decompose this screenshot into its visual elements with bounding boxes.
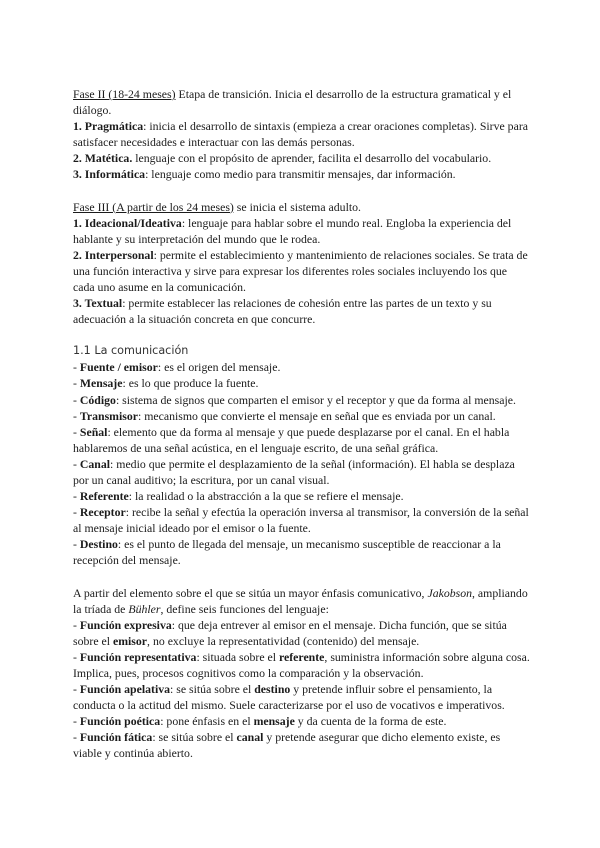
fase2-item — [73, 150, 531, 166]
function-item: - Función fática: se sitúa sobre el canal y pretende asegurar que dicho elemento existe, es viable y continúa abierto. — [73, 730, 501, 761]
element-text: : la realidad o la abstracción a la que se refiere el mensaje. — [128, 489, 404, 504]
element-text: : es lo que produce la fuente. — [122, 376, 259, 391]
intro-text: , define seis funciones del lenguaje: — [160, 601, 329, 616]
fase3-item — [73, 295, 531, 327]
element-item: - Señal: elemento que da forma al mensaje y que puede desplazarse por el canal. En el habla hablaremos de una señal acústica, en el lenguaje escrito, de una señal gráfica. — [73, 424, 510, 455]
function-text: : que deja entrever al emisor en el mensaje. Dicha función, que se sitúa sobre el — [73, 617, 507, 648]
function-item: - Función apelativa: se sitúa sobre el destino y pretende influir sobre el pensamiento, la conducta o la actitud del mismo. Suele caracterizarse por el uso de vocativos e imperativos. — [73, 682, 505, 713]
function-term: Función representativa — [79, 649, 197, 664]
element-item: - Código: sistema de signos que comparten el emisor y el receptor y que da forma al mensaje. — [73, 392, 516, 407]
item-number: 2. — [73, 247, 85, 262]
function-item: - Función expresiva: que deja entrever al emisor en el mensaje. Dicha función, que se sitúa sobre el emisor, no excluye la representatividad (contenido) del mensaje. — [73, 617, 507, 648]
element-term: Receptor — [79, 505, 126, 520]
function-text: y pretende asegurar que dicho elemento existe, es viable y continúa abierto. — [73, 730, 501, 761]
element-term: Referente — [79, 489, 129, 504]
element-item: - Canal: medio que permite el desplazamiento de la señal (información). El habla se desplaza por un canal auditivo; la escritura, por un canal visual. — [73, 456, 515, 487]
element-text: : sistema de signos que comparten el emisor y el receptor y que da forma al mensaje. — [115, 392, 516, 407]
element-text: : elemento que da forma al mensaje y que puede desplazarse por el canal. En el habla hablaremos de una señal acústica, en el lenguaje escrito, de una señal gráfica. — [73, 424, 510, 455]
element-text: : es el origen del mensaje. — [157, 360, 281, 375]
function-term: Función expresiva — [79, 617, 172, 632]
author-buhler: Bühler — [128, 601, 161, 616]
fase2-paragraph — [73, 86, 531, 118]
jakobson-intro — [73, 585, 531, 617]
item-text: : inicia el desarrollo de sintaxis (empieza a crear oraciones completas). Sirve para satisfacer necesidades e interactuar con las demás personas. — [73, 119, 528, 150]
element-item: - Receptor: recibe la señal y efectúa la operación inversa al transmisor, la conversión de la señal al mensaje inicial ideado por el emisor o la fuente. — [73, 505, 529, 536]
intro-text: A partir del elemento sobre el que se sitúa un mayor énfasis comunicativo, — [73, 585, 428, 600]
spacer — [73, 327, 531, 343]
function-keyword: canal — [236, 730, 264, 745]
element-text: : medio que permite el desplazamiento de la señal (información). El habla se desplaza por un canal auditivo; la escritura, por un canal visual. — [73, 456, 515, 487]
item-number: 3. — [73, 296, 85, 311]
fase2-title: Fase II (18-24 meses) — [73, 87, 176, 101]
item-text: : permite el establecimiento y mantenimiento de relaciones sociales. Se trata de una función interactiva y sirve para expresar los diferentes roles sociales incluyendo los que cada uno asume en la comunicación. — [73, 247, 528, 295]
element-item: - Transmisor: mecanismo que convierte el mensaje en señal que es enviada por un canal. — [73, 408, 496, 423]
element-item: - Mensaje: es lo que produce la fuente. — [73, 376, 259, 391]
item-text: lenguaje con el propósito de aprender, facilita el desarrollo del vocabulario. — [132, 151, 492, 166]
function-text: , suministra información sobre alguna cosa. Implica, pues, procesos cognitivos como la comparación y la observación. — [73, 649, 530, 680]
author-jakobson: Jakobson — [427, 585, 473, 600]
item-term: Pragmática — [84, 119, 144, 134]
element-text: : mecanismo que convierte el mensaje en señal que es enviada por un canal. — [138, 408, 496, 423]
fase3-text: se inicia el sistema adulto. — [233, 199, 361, 214]
function-text: : se sitúa sobre el — [152, 730, 237, 745]
element-term: Fuente / emisor — [79, 360, 158, 375]
intro-text: , ampliando la tríada de — [73, 585, 528, 616]
item-term: Ideacional/Ideativa — [84, 215, 182, 230]
element-text: : es el punto de llegada del mensaje, un mecanismo susceptible de reaccionar a la recepción del mensaje. — [73, 537, 501, 568]
element-text: : recibe la señal y efectúa la operación inversa al transmisor, la conversión de la señal al mensaje inicial ideado por el emisor o la fuente. — [73, 505, 529, 536]
function-keyword: emisor — [112, 633, 148, 648]
fase2-text: Etapa de transición. Inicia el desarrollo de la estructura gramatical y el diálogo. — [73, 87, 512, 118]
item-number: 1. — [73, 215, 85, 230]
element-term: Señal — [79, 424, 108, 439]
document-body — [73, 86, 531, 762]
function-keyword: referente — [279, 649, 325, 664]
spacer — [73, 569, 531, 585]
item-term: Textual — [84, 296, 123, 311]
element-item: - Destino: es el punto de llegada del mensaje, un mecanismo susceptible de reaccionar a la recepción del mensaje. — [73, 537, 501, 568]
spacer — [73, 183, 531, 199]
function-keyword: mensaje — [253, 714, 295, 729]
function-term: Función poética — [79, 714, 161, 729]
item-number: 1. — [73, 119, 85, 134]
element-term: Código — [79, 392, 116, 407]
fase3-item — [73, 215, 531, 247]
fase2-item — [73, 166, 531, 182]
item-term: Interpersonal — [84, 247, 154, 262]
item-number: 3. — [73, 167, 85, 182]
fase3-paragraph — [73, 199, 531, 215]
element-item: - Fuente / emisor: es el origen del mensaje. — [73, 360, 281, 375]
fase3-item — [73, 247, 531, 295]
section-heading: 1.1 La comunicación — [73, 344, 189, 358]
function-text: : se sitúa sobre el — [170, 682, 255, 697]
function-item: - Función poética: pone énfasis en el mensaje y da cuenta de la forma de este. — [73, 714, 447, 729]
element-term: Transmisor — [79, 408, 138, 423]
function-text: : pone énfasis en el — [160, 714, 254, 729]
function-text: , no excluye la representatividad (contenido) del mensaje. — [147, 633, 420, 648]
function-term: Función apelativa — [79, 682, 171, 697]
function-text: y da cuenta de la forma de este. — [294, 714, 447, 729]
element-term: Destino — [79, 537, 118, 552]
function-keyword: destino — [254, 682, 291, 697]
fase3-title: Fase III (A partir de los 24 meses) — [73, 199, 234, 214]
function-text: y pretende influir sobre el pensamiento, la conducta o la actitud del mismo. Suele caracterizarse por el uso de vocativos e imperativos. — [73, 682, 505, 713]
element-item: - Referente: la realidad o la abstracción a la que se refiere el mensaje. — [73, 489, 404, 504]
item-term: Informática — [84, 167, 146, 182]
item-text: : lenguaje como medio para transmitir mensajes, dar información. — [145, 167, 456, 182]
element-term: Mensaje — [79, 376, 123, 391]
function-term: Función fática — [79, 730, 153, 745]
item-number: 2. — [73, 151, 85, 166]
item-text: : lenguaje para hablar sobre el mundo real. Engloba la experiencia del hablante y su interpretación del mundo que le rodea. — [73, 215, 512, 246]
item-term: Matética. — [84, 151, 133, 166]
fase2-item — [73, 118, 531, 150]
element-term: Canal — [79, 456, 111, 471]
item-text: : permite establecer las relaciones de cohesión entre las partes de un texto y su adecuación a la situación concreta en que concurre. — [73, 296, 492, 327]
function-item: - Función representativa: situada sobre el referente, suministra información sobre alguna cosa. Implica, pues, procesos cognitivos como la comparación y la observación. — [73, 649, 530, 680]
function-text: : situada sobre el — [196, 649, 279, 664]
